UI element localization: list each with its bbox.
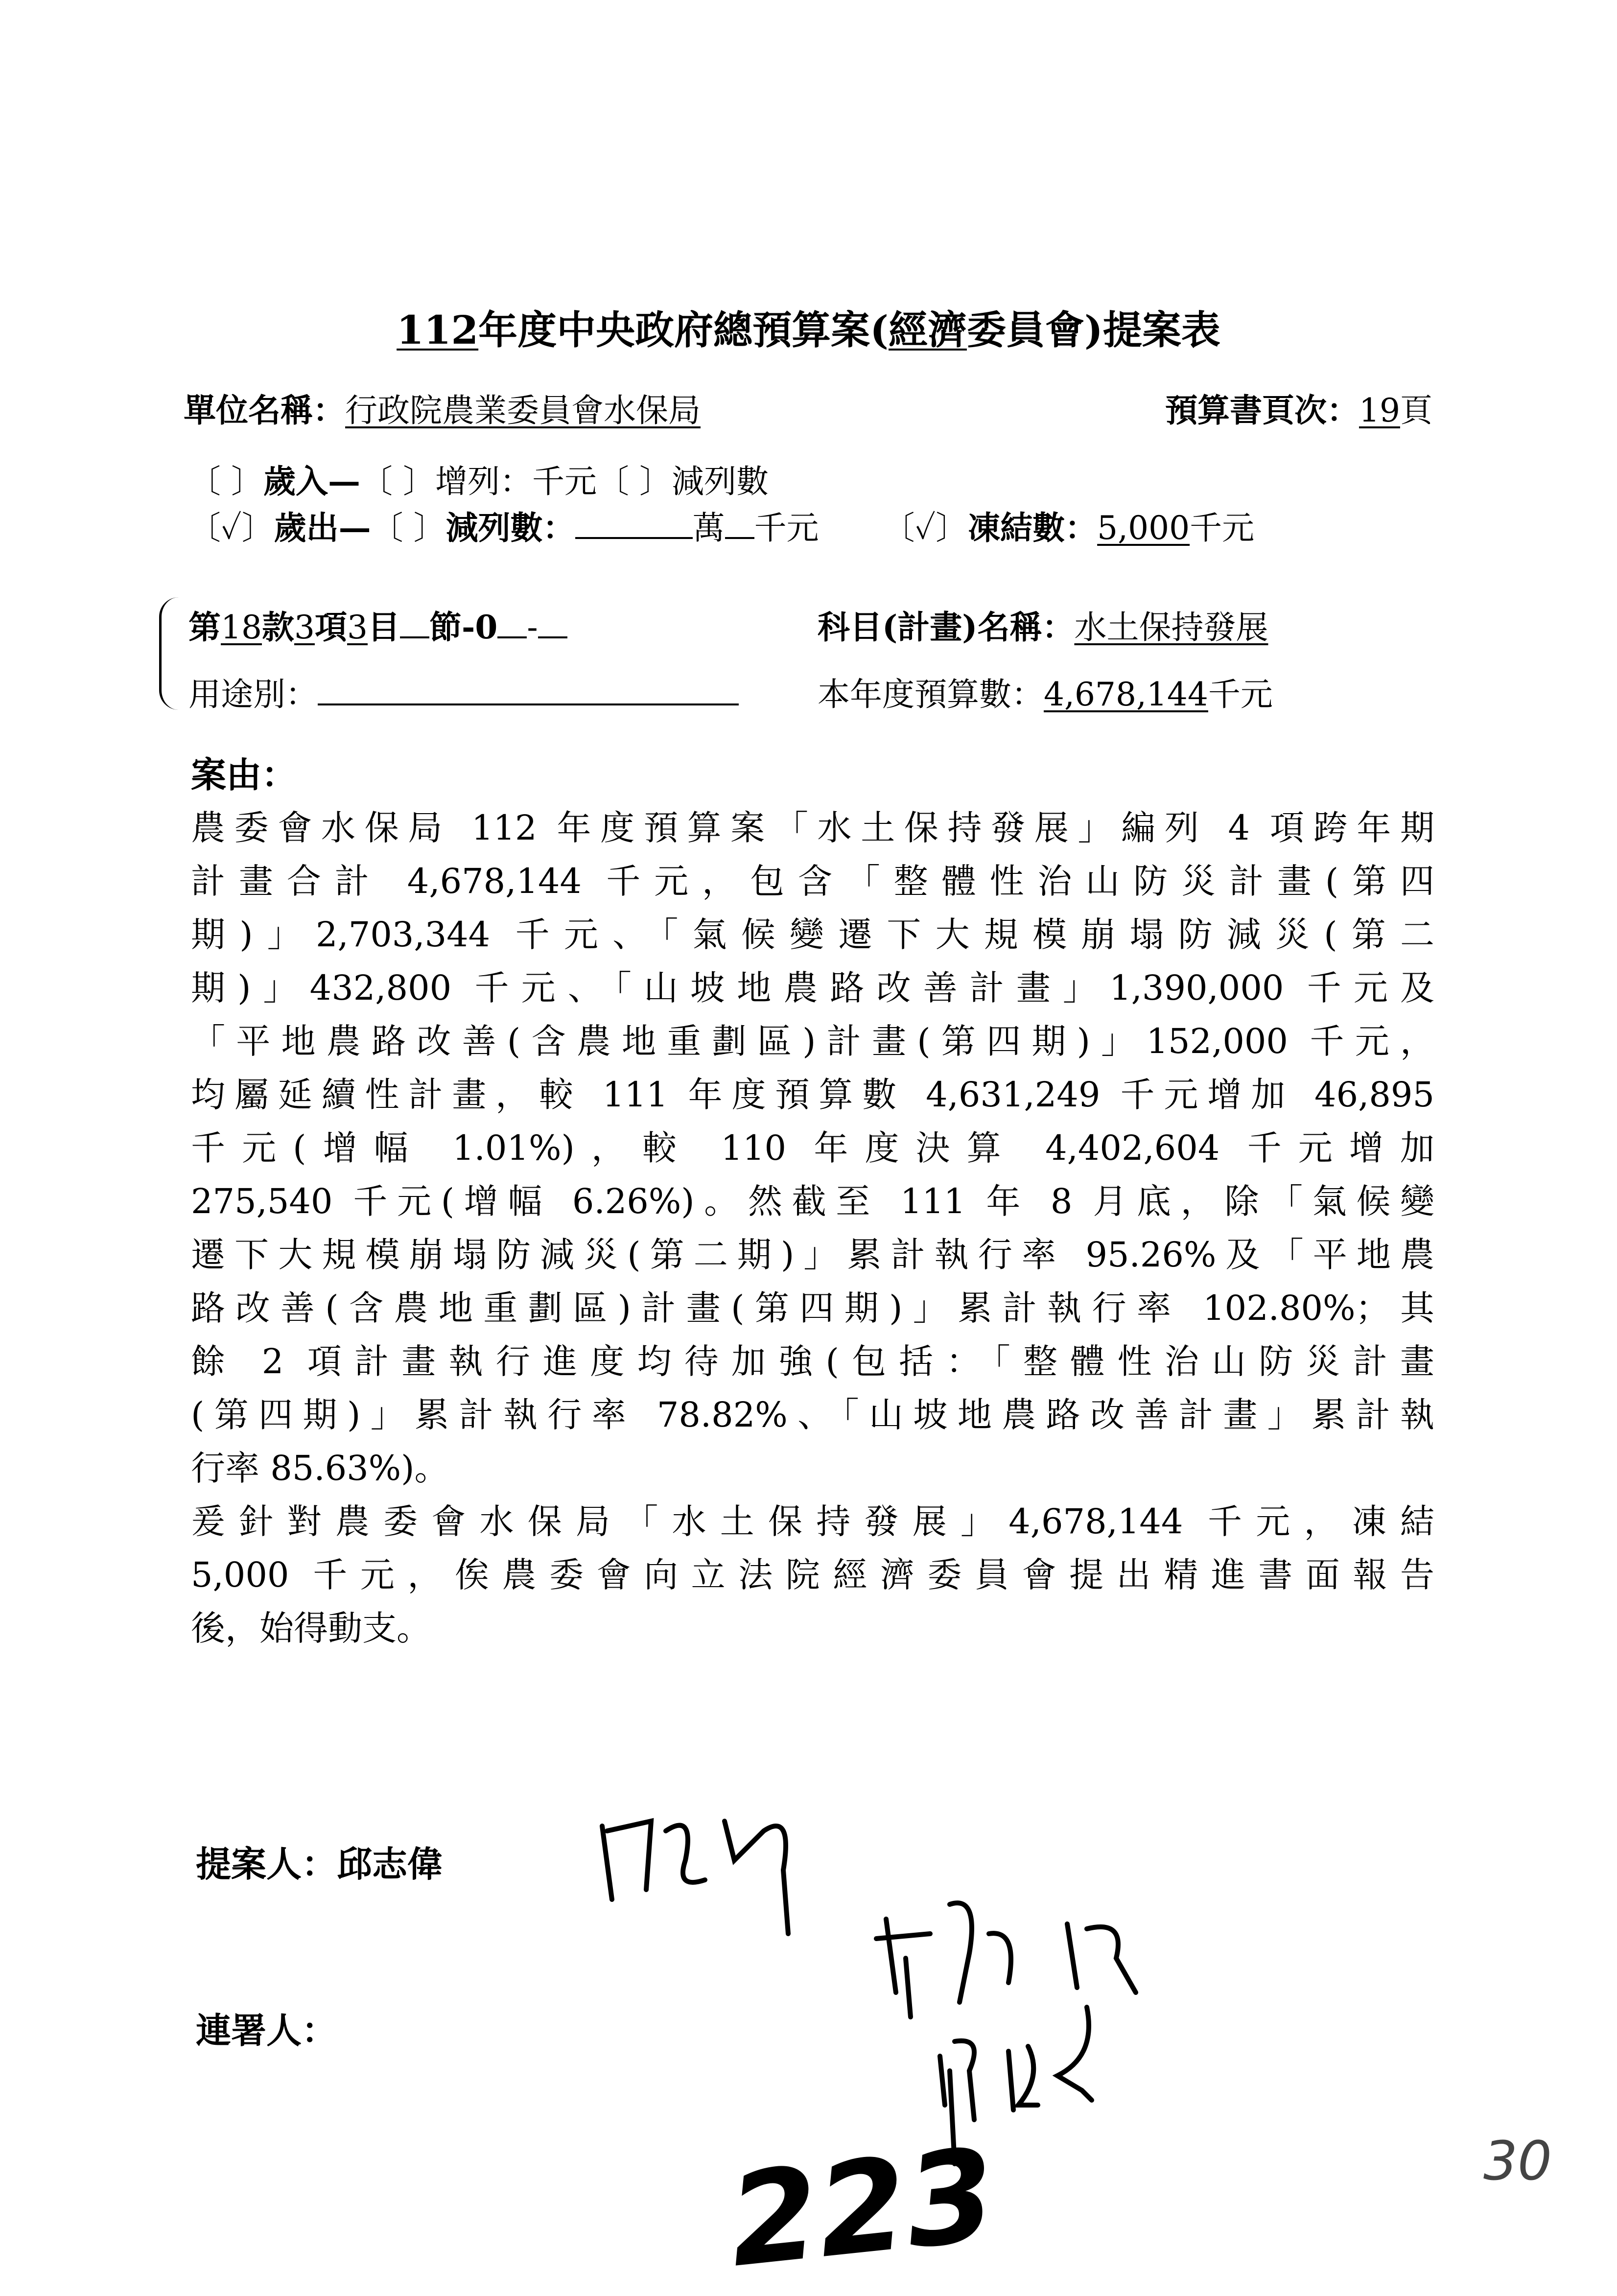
budget-value: 4,678,144: [1044, 676, 1208, 713]
decrease-label: 減列數: [671, 463, 769, 500]
acc-kuan: 18: [221, 609, 262, 646]
freeze-value: 5,000: [1097, 509, 1190, 547]
acc-kuan-label: 款: [261, 608, 294, 646]
qianyuan-label: 千元: [754, 509, 819, 547]
page-ref-label: 預算書頁次：: [1165, 391, 1359, 429]
expense-decrease-checkbox: 〔 〕: [371, 509, 446, 547]
body-line: 遷下大規模崩塌防減災(第二期)」累計執行率 95.26%及「平地農: [191, 1235, 1434, 1275]
expense-checkbox: 〔✓〕: [188, 509, 274, 547]
page-ref-value: 19: [1359, 392, 1400, 429]
subject-value: 水土保持發展: [1074, 609, 1268, 646]
expense-label: 歲出—: [274, 509, 371, 547]
revenue-checkbox: 〔 〕: [188, 463, 263, 500]
freeze-label: 凍結數：: [968, 509, 1098, 547]
expense-decrease-label: 減列數：: [445, 509, 575, 547]
handwritten-corner-number: 30: [1483, 2130, 1552, 2192]
cosigner-label: 連署人：: [196, 2010, 337, 2051]
title-year: 112: [397, 307, 479, 353]
unit-value: 行政院農業委員會水保局: [345, 392, 701, 429]
title-text: 年度中央政府總預算案(: [478, 307, 889, 353]
increase-label: 增列：千元: [435, 463, 597, 500]
usage-label: 用途別：: [188, 676, 318, 713]
body-line: 均屬延續性計畫，較 111 年度預算數 4,631,249 千元增加 46,895: [191, 1075, 1434, 1115]
body-line: 農委會水保局 112 年度預算案「水土保持發展」編列 4 項跨年期: [191, 808, 1434, 848]
acc-mu-label: 目: [367, 608, 400, 646]
body-line: 期)」2,703,344 千元、「氣候變遷下大規模崩塌防減災(第二: [191, 914, 1434, 955]
body-line: 「平地農路改善(含農地重劃區)計畫(第四期)」152,000 千元，: [191, 1021, 1434, 1061]
cosigner-signature-1: [876, 1903, 1136, 2017]
budget-label: 本年度預算數：: [818, 676, 1044, 713]
proposer-label: 提案人：: [196, 1843, 337, 1885]
acc-mu: 3: [347, 609, 368, 646]
proposer-name: 邱志偉: [337, 1843, 443, 1885]
body-line: 275,540 千元(增幅 6.26%)。然截至 111 年 8 月底，除「氣候變: [191, 1181, 1434, 1221]
body-line: 行率 85.63%)。: [191, 1448, 449, 1488]
body-line: 期)」432,800 千元、「山坡地農路改善計畫」1,390,000 千元及: [191, 968, 1434, 1008]
acc-xiang: 3: [294, 609, 315, 646]
body-line: 後，始得動支。: [191, 1608, 431, 1648]
title-committee-rest: 委員會: [967, 307, 1084, 353]
body-line: 爰針對農委會水保局「水土保持發展」4,678,144 千元，凍結: [191, 1501, 1434, 1542]
title-suffix: )提案表: [1084, 307, 1220, 353]
title-committee: 經濟: [889, 307, 967, 353]
unit-label: 單位名稱：: [184, 391, 345, 429]
body-line: 計畫合計 4,678,144 千元，包含「整體性治山防災計畫(第四: [191, 861, 1434, 901]
acc-dash: -: [527, 609, 538, 646]
body-line: 路改善(含農地重劃區)計畫(第四期)」累計執行率 102.80%；其: [191, 1288, 1434, 1328]
acc-jie: 節-0: [429, 608, 498, 646]
freeze-checkbox: 〔✓〕: [882, 509, 968, 547]
handwritten-page-number: 223: [722, 2121, 1003, 2296]
acc-di: 第: [188, 608, 221, 646]
body-line: 千元(增幅 1.01%)，較 110 年度決算 4,402,604 千元增加: [191, 1128, 1434, 1168]
freeze-unit: 千元: [1190, 509, 1255, 547]
page-ref-suffix: 頁: [1400, 392, 1432, 429]
revenue-label: 歲入—: [263, 462, 360, 500]
body-line: 5,000 千元，俟農委會向立法院經濟委員會提出精進書面報告: [191, 1555, 1434, 1595]
acc-xiang-label: 項: [314, 608, 347, 646]
body-line: 餘 2 項計畫執行進度均待加強(包括：「整體性治山防災計畫: [191, 1341, 1434, 1382]
wan-label: 萬: [692, 509, 725, 547]
proposer-signature: [602, 1821, 788, 1934]
budget-unit: 千元: [1208, 676, 1273, 713]
subject-label: 科目(計畫)名稱：: [818, 608, 1075, 646]
body-line: (第四期)」累計執行率 78.82%、「山坡地農路改善計畫」累計執: [191, 1395, 1434, 1435]
decrease-checkbox: 〔 〕: [596, 463, 672, 500]
reason-heading: 案由：: [191, 754, 297, 796]
increase-checkbox: 〔 〕: [360, 463, 435, 500]
